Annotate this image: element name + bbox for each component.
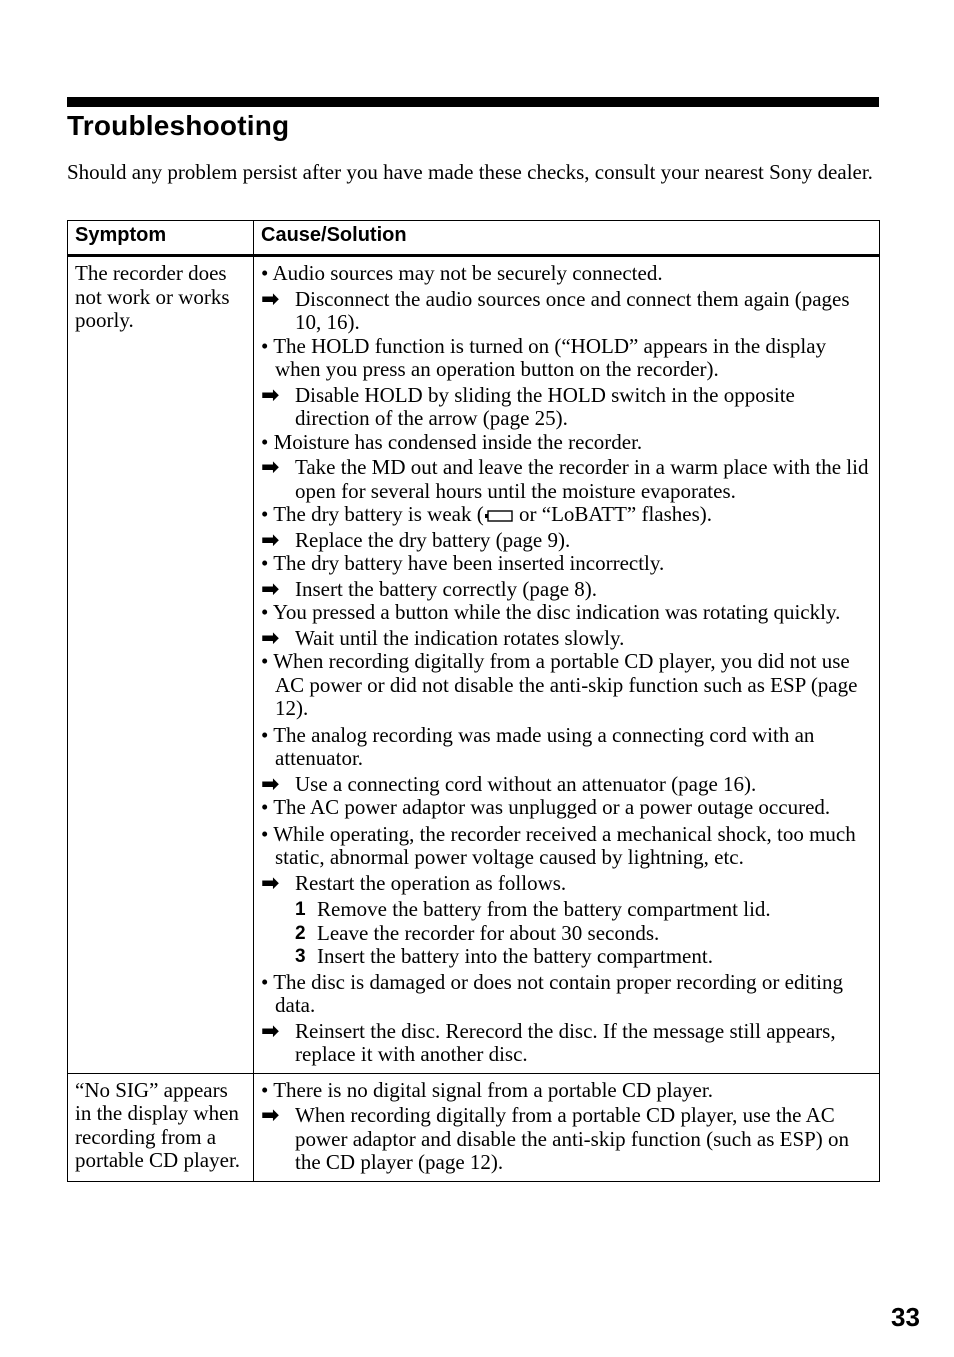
solution-item: ➡ Replace the dry battery (page 9).: [261, 527, 571, 553]
cause-item: • The dry battery have been inserted incorrectly.: [261, 551, 665, 575]
step-item: 2 Leave the recorder for about 30 seconds.: [295, 920, 660, 945]
cause-item: • While operating, the recorder received a mechanical shock, too much static, abnormal power voltage caused by lightning, etc.: [261, 821, 856, 869]
cause-item: • The AC power adaptor was unplugged or a power outage occured.: [261, 795, 831, 819]
battery-icon: [484, 509, 514, 523]
table-row: [68, 256, 880, 1074]
arrow-icon: ➡: [261, 576, 280, 602]
cause-cell: [254, 1073, 880, 1181]
solution-item: ➡ Disable HOLD by sliding the HOLD switch in the opposite direction of the arrow (page 25).: [261, 382, 795, 430]
symptom-cell: The recorder does not work or works poorly.: [68, 256, 254, 1074]
troubleshooting-table: [67, 220, 880, 1182]
cause-item: • The disc is damaged or does not contain proper recording or editing data.: [261, 969, 843, 1017]
arrow-icon: ➡: [261, 382, 280, 408]
arrow-icon: ➡: [261, 527, 280, 553]
table-row: [68, 1073, 880, 1181]
step-item: 1 Remove the battery from the battery compartment lid.: [295, 897, 771, 921]
step-item: 3 Insert the battery into the battery compartment.: [295, 944, 713, 968]
solution-item: ➡ Wait until the indication rotates slowly.: [261, 625, 625, 651]
arrow-icon: ➡: [261, 870, 280, 896]
arrow-icon: ➡: [261, 1103, 280, 1128]
solution-item: ➡ Use a connecting cord without an attenuator (page 16).: [261, 771, 757, 797]
cause-item: • The dry battery is weak ( or “LoBATT” flashes).: [261, 502, 713, 526]
arrow-icon: ➡: [261, 625, 280, 651]
solution-item: ➡ When recording digitally from a portable CD player, use the AC power adaptor and disable the anti-skip function (such as ESP) on the CD player (page 12).: [261, 1103, 850, 1174]
header-symptom: Symptom: [68, 221, 254, 256]
restart-steps: [295, 898, 872, 969]
solution-item: ➡ Restart the operation as follows.: [261, 870, 567, 896]
arrow-icon: ➡: [261, 1018, 280, 1044]
table-header-row: [68, 221, 880, 256]
arrow-icon: ➡: [261, 286, 280, 312]
cause-item: • When recording digitally from a portable CD player, you did not use AC power or did not disable the anti-skip function such as ESP (page 12).: [261, 649, 858, 720]
header-cause-solution: Cause/Solution: [254, 221, 880, 256]
solution-item: ➡ Disconnect the audio sources once and connect them again (pages 10, 16).: [261, 286, 850, 334]
cause-cell: [254, 256, 880, 1074]
cause-item: • You pressed a button while the disc indication was rotating quickly.: [261, 600, 841, 624]
solution-item: ➡ Insert the battery correctly (page 8).: [261, 576, 598, 602]
arrow-icon: ➡: [261, 455, 280, 480]
solution-item: ➡ Take the MD out and leave the recorder in a warm place with the lid open for several hours until the moisture evaporates.: [261, 455, 869, 503]
cause-item: • There is no digital signal from a portable CD player.: [261, 1077, 713, 1102]
arrow-icon: ➡: [261, 771, 280, 797]
cause-item: • Audio sources may not be securely connected.: [261, 261, 663, 285]
title-rule: [67, 97, 879, 107]
solution-item: ➡ Reinsert the disc. Rerecord the disc. If the message still appears, replace it with another disc.: [261, 1018, 836, 1066]
cause-item: • The HOLD function is turned on (“HOLD” appears in the display when you press an operation button on the recorder).: [261, 333, 827, 381]
cause-item: • The analog recording was made using a connecting cord with an attenuator.: [261, 722, 815, 770]
symptom-cell: “No SIG” appears in the display when recording from a portable CD player.: [68, 1073, 254, 1181]
page-title: Troubleshooting: [67, 110, 290, 141]
cause-item: • Moisture has condensed inside the recorder.: [261, 429, 643, 454]
page-number: 33: [891, 1302, 920, 1332]
intro-text: Should any problem persist after you have made these checks, consult your nearest Sony dealer.: [67, 160, 873, 184]
